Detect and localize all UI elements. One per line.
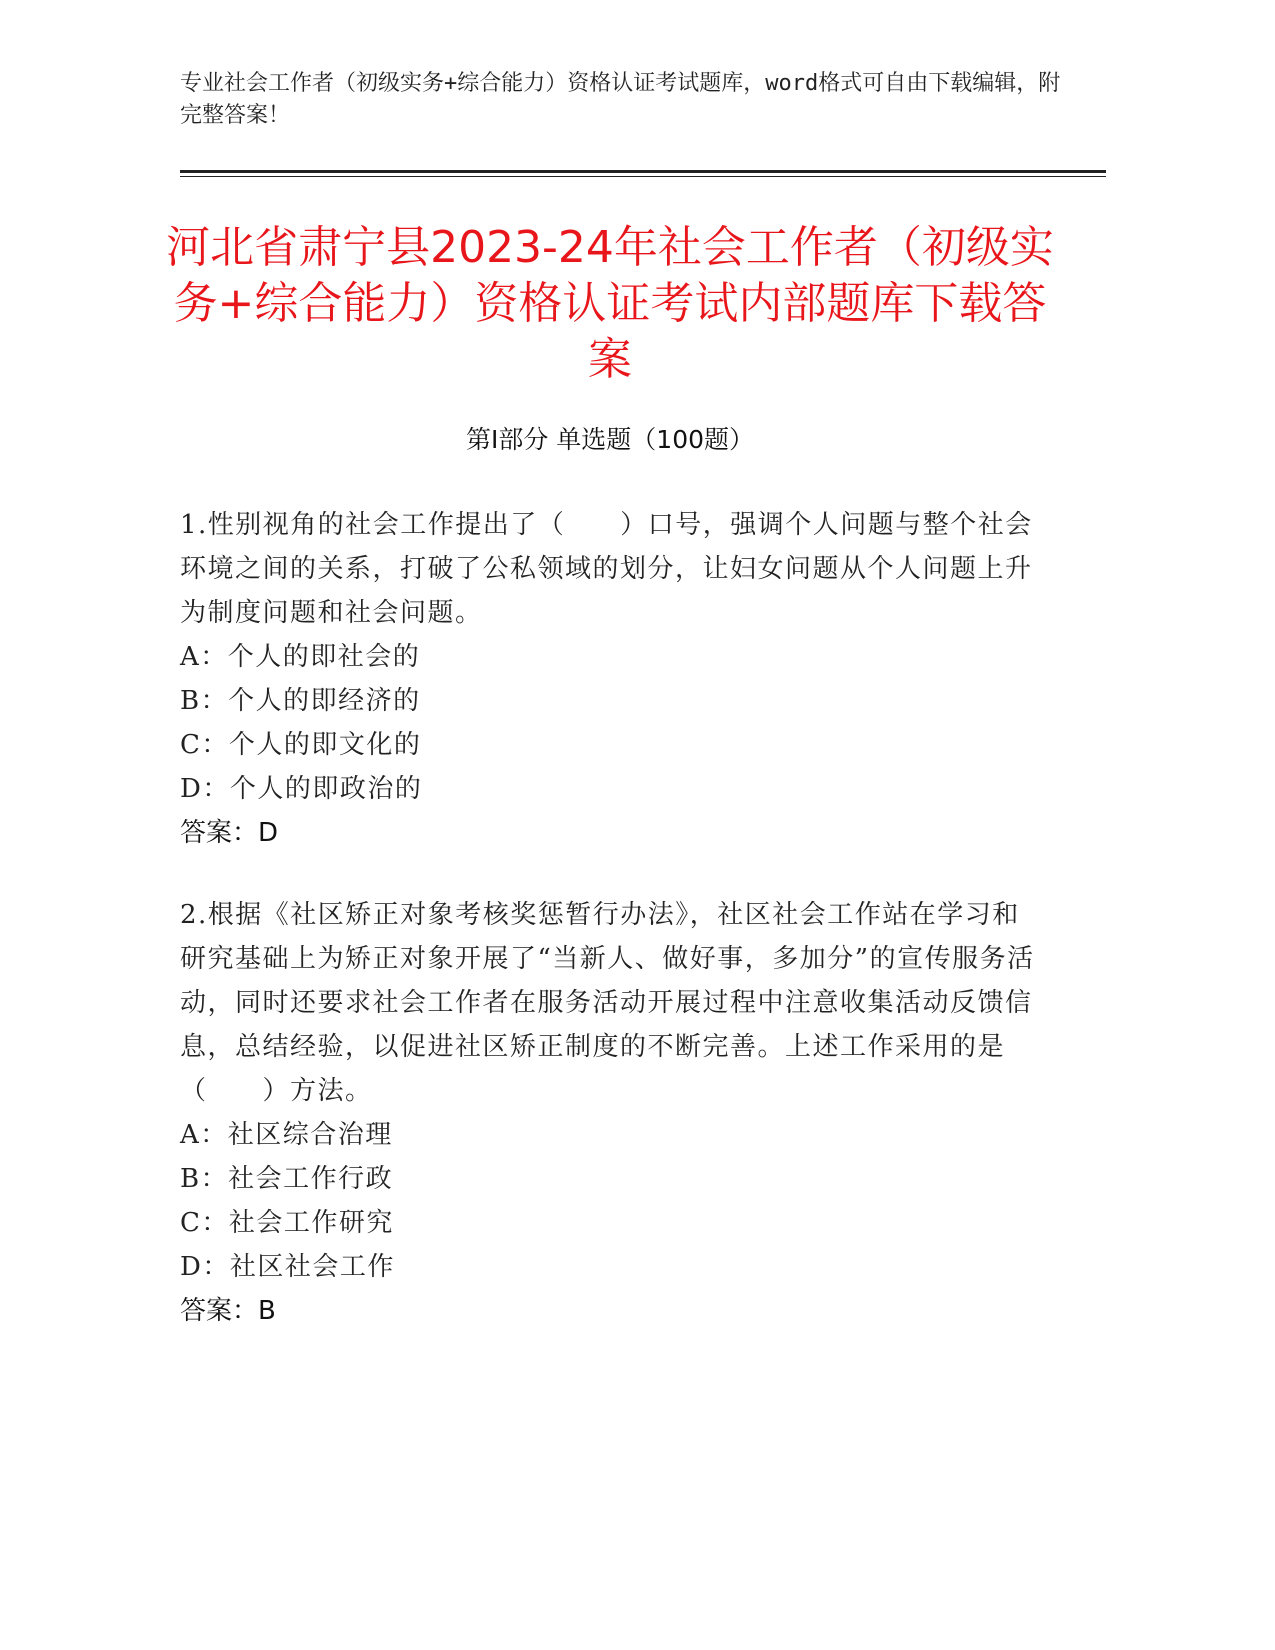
- answer: 答案：B: [180, 1296, 276, 1326]
- option-d: D：社区社会工作: [180, 1252, 395, 1282]
- header-note: 专业社会工作者（初级实务+综合能力）资格认证考试题库，word格式可自由下载编辑，附完整答案！: [180, 71, 1061, 128]
- question-stem: 1.性别视角的社会工作提出了（ ）口号，强调个人问题与整个社会环境之间的关系，打破了公私领域的划分，让妇女问题从个人问题上升为制度问题和社会问题。: [180, 510, 1033, 628]
- option-a: A：个人的即社会的: [180, 642, 421, 672]
- header-rule-thin: [180, 176, 1106, 177]
- option-c: C：社会工作研究: [180, 1208, 394, 1238]
- option-a: A：社区综合治理: [180, 1120, 393, 1150]
- option-d: D：个人的即政治的: [180, 774, 423, 804]
- answer: 答案：D: [180, 818, 279, 848]
- option-b: B：社会工作行政: [180, 1164, 394, 1194]
- document-title: 河北省肃宁县2023-24年社会工作者（初级实务+综合能力）资格认证考试内部题库下载答案: [166, 222, 1054, 385]
- question-stem: 2.根据《社区矫正对象考核奖惩暂行办法》，社区社会工作站在学习和研究基础上为矫正对象开展了“当新人、做好事，多加分”的宣传服务活动，同时还要求社会工作者在服务活动开展过程中注意收集活动反馈信息，总结经验，以促进社区矫正制度的不断完善。上述工作采用的是（ ）方法。: [180, 900, 1035, 1106]
- header-rule-thick: [180, 170, 1106, 173]
- option-b: B：个人的即经济的: [180, 686, 421, 716]
- question-2: [180, 893, 1040, 1333]
- option-c: C：个人的即文化的: [180, 730, 422, 760]
- question-1: [180, 503, 1040, 855]
- section-title: 第I部分 单选题（100题）: [465, 425, 755, 454]
